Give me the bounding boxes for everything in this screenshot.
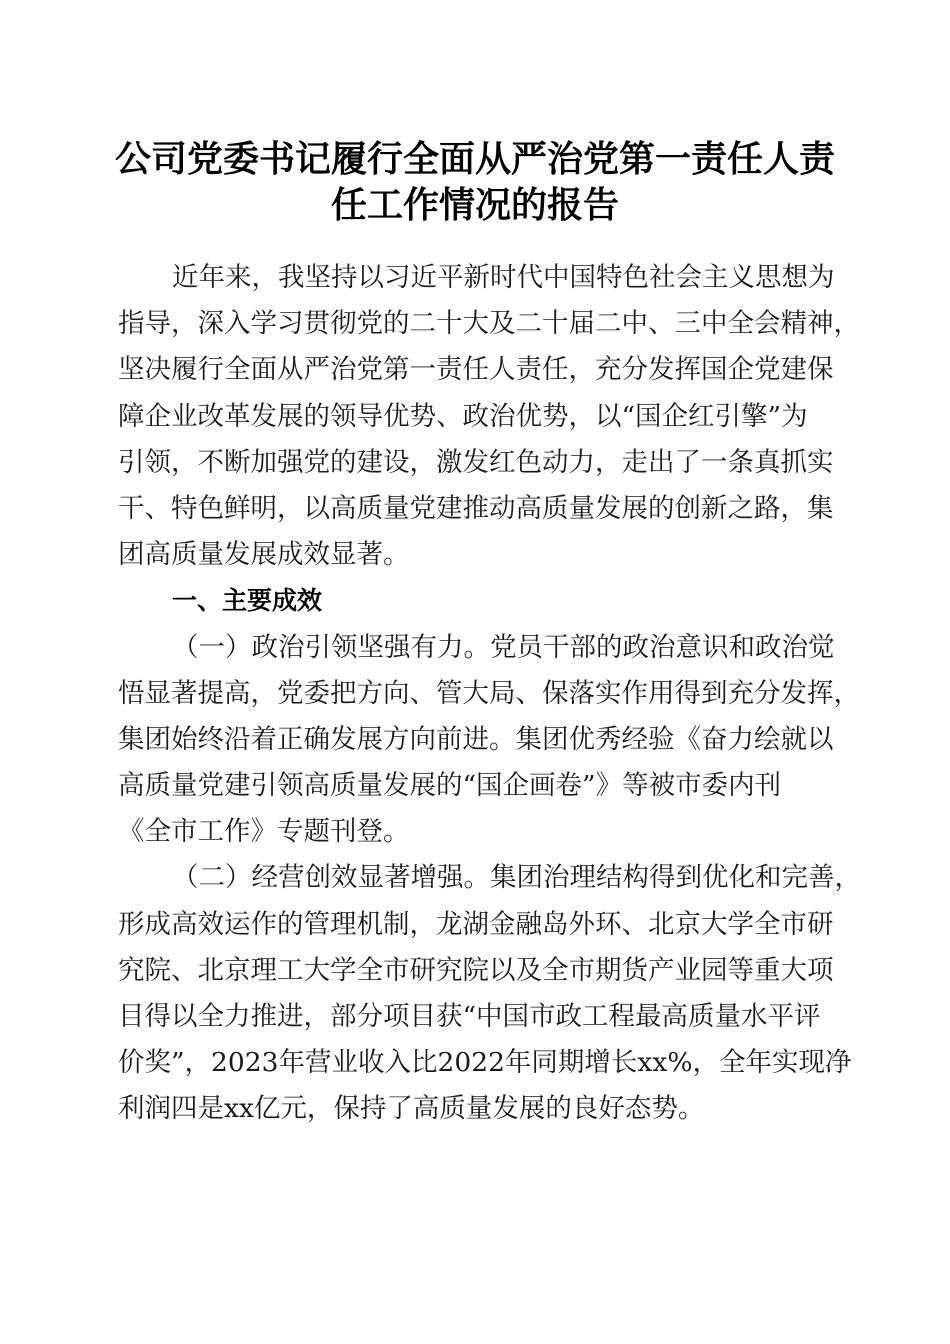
subsection-operational-efficiency [118, 855, 861, 1132]
paragraph-line: 利润四是xx亿元，保持了高质量发展的良好态势。 [118, 1093, 705, 1125]
paragraph-line: 《全市工作》专题刊登。 [118, 816, 410, 848]
paragraph-line: 干、特色鲜明，以高质量党建推动高质量发展的创新之路，集 [118, 492, 834, 524]
paragraph-line: 近年来，我坚持以习近平新时代中国特色社会主义思想为 [172, 262, 835, 293]
paragraph-line: 悟显著提高，党委把方向、管大局、保落实作用得到充分发挥， [118, 677, 860, 709]
paragraph-line: 目得以全力推进，部分项目获“中国市政工程最高质量水平评 [118, 1001, 821, 1032]
intro-paragraph [118, 255, 860, 578]
paragraph-line: 价奖”，2023年营业收入比2022年同期增长xx%，全年实现净 [118, 1047, 852, 1079]
paragraph-line: 引领，不断加强党的建设，激发红色动力，走出了一条真抓实 [118, 446, 834, 478]
paragraph-line: 障企业改革发展的领导优势、政治优势，以“国企红引擎”为 [118, 400, 808, 432]
document-title [100, 133, 850, 225]
paragraph-line: 究院、北京理工大学全市研究院以及全市期货产业园等重大项 [118, 954, 834, 986]
document-body [118, 255, 861, 1133]
paragraph-line: 集团始终沿着正确发展方向前进。集团优秀经验《奋力绘就以 [118, 723, 834, 755]
paragraph-line: 形成高效运作的管理机制，龙湖金融岛外环、北京大学全市研 [118, 908, 834, 940]
paragraph-line: 坚决履行全面从严治党第一责任人责任，充分发挥国企党建保 [118, 354, 834, 386]
paragraph-line: 团高质量发展成效显著。 [118, 539, 410, 571]
subsection-political-leadership [118, 625, 860, 856]
section-heading-main-results: 一、主要成效 [172, 586, 323, 616]
paragraph-line: 指导，深入学习贯彻党的二十大及二十届二中、三中全会精神， [118, 308, 860, 340]
paragraph-line: （一）政治引领坚强有力。党员干部的政治意识和政治觉 [172, 631, 835, 663]
paragraph-line: 高质量党建引领高质量发展的“国企画卷”》等被市委内刊 [118, 770, 782, 802]
title-line: 任工作情况的报告 [330, 184, 619, 227]
paragraph-line: （二）经营创效显著增强。集团治理结构得到优化和完善， [172, 862, 861, 894]
title-line: 公司党委书记履行全面从严治党第一责任人责 [114, 138, 835, 180]
